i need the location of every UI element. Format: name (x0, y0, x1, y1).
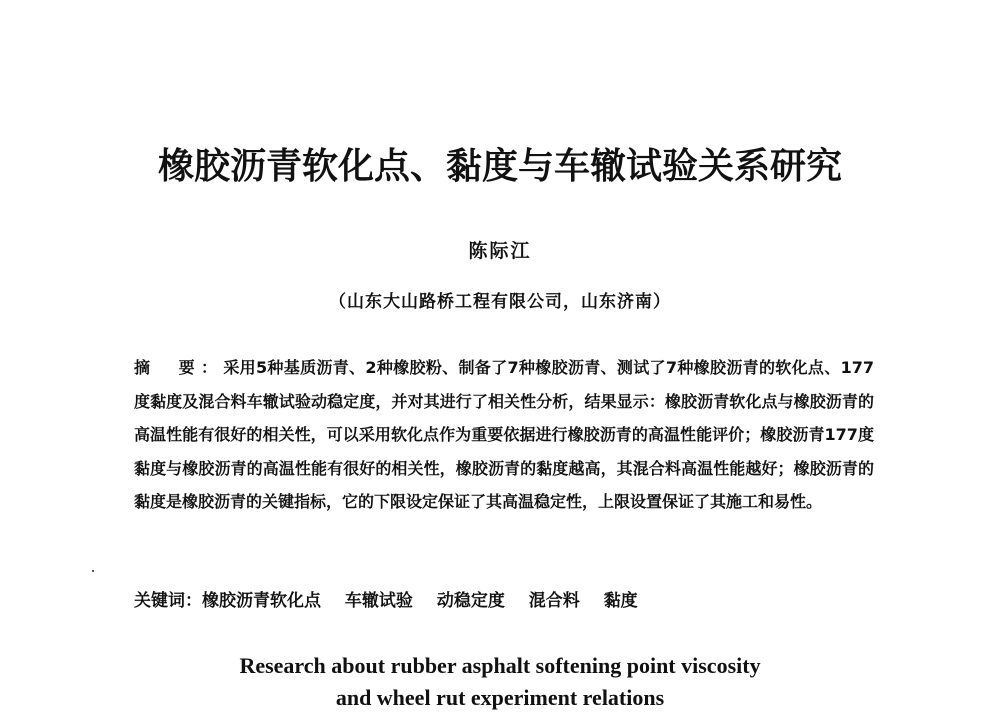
keywords-label: 关键词： (134, 591, 202, 611)
abstract-label: 摘 要： (134, 358, 224, 377)
paper-title: 橡胶沥青软化点、黏度与车辙试验关系研究 (157, 146, 842, 187)
abstract-text: 采用5种基质沥青、2种橡胶粉、制备了7种橡胶沥青、测试了7种橡胶沥青的软化点、177度黏度及混合料车辙试验动稳定度，并对其进行了相关性分析，结果显示：橡胶沥青软化点与橡胶沥青的高温性能有很好的相关性，可以采用软化点作为重要依据进行橡胶沥青的高温性能评价；橡胶沥青177度黏度与橡胶沥青的高温性能有很好的相关性，橡胶沥青的黏度越高，其混合料高温性能越好；橡胶沥青的黏度是橡胶沥青的关键指标，它的下限设定保证了其高温稳定性，上限设置保证了其施工和易性。 (134, 358, 874, 512)
keyword-item: 混合料 (528, 591, 580, 611)
keyword-item: 黏度 (603, 591, 638, 611)
english-title (0, 650, 1000, 714)
author-affiliation: （山东大山路桥工程有限公司，山东济南） (329, 292, 671, 312)
keyword-item: 橡胶沥青软化点 (202, 591, 321, 611)
english-title-line-1: Research about rubber asphalt softening point viscosity (239, 653, 761, 678)
author-name: 陈际江 (468, 240, 532, 262)
keyword-item: 车辙试验 (344, 591, 413, 611)
keywords-line (134, 586, 874, 611)
keyword-item: 动稳定度 (436, 591, 505, 611)
stray-dot-mark (92, 570, 94, 572)
english-title-line-2: and wheel rut experiment relations (335, 685, 665, 710)
abstract-paragraph (134, 351, 874, 519)
